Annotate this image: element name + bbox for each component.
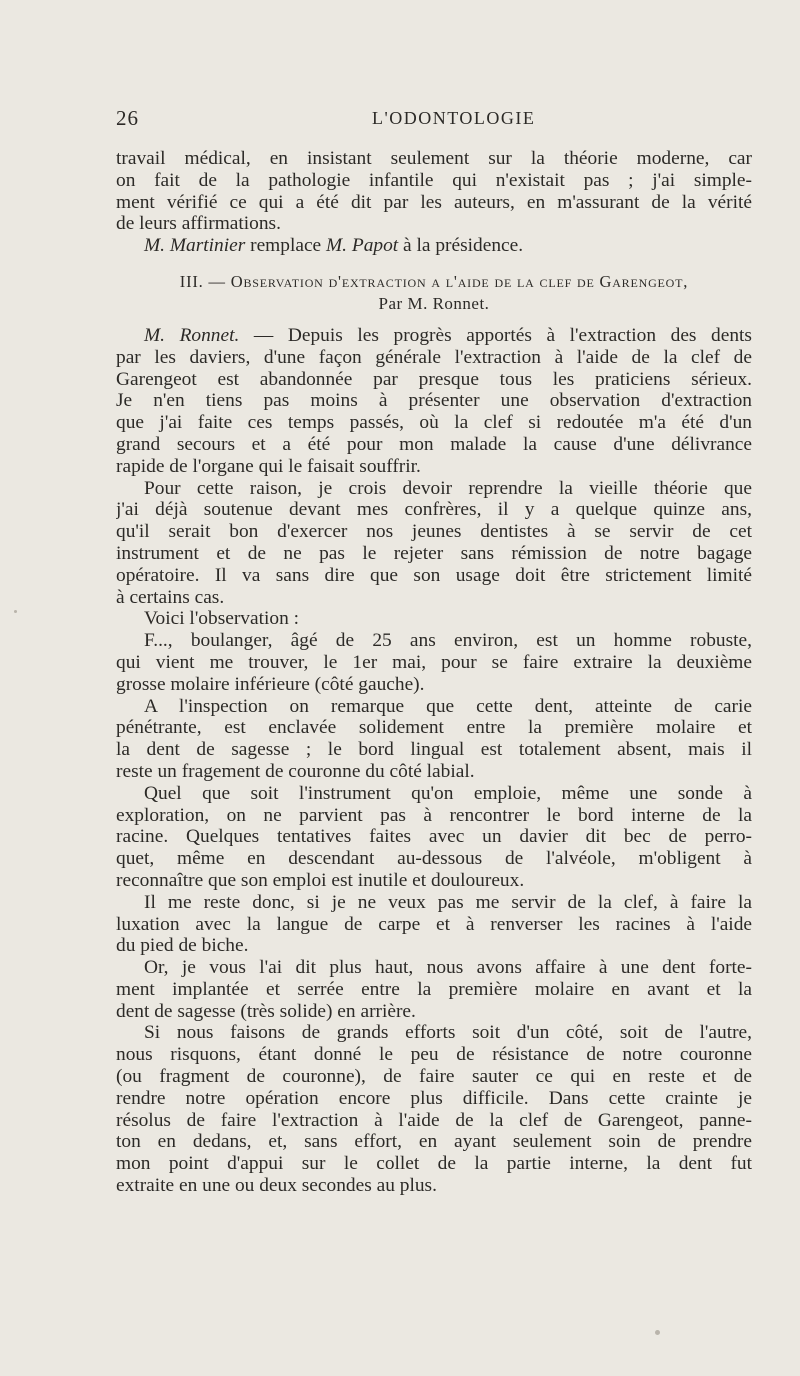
text-line: Garengeot est abandonnée par presque tous les praticiens sérieux. — [116, 368, 752, 390]
section-number: III. — [179, 271, 204, 291]
speaker-name: M. Ronnet. — [144, 324, 240, 346]
text-line: racine. Quelques tentatives faites avec un davier dit bec de perro- — [116, 826, 752, 848]
text-line: travail médical, en insistant seulement sur la théorie moderne, car — [116, 148, 752, 169]
text-line: on fait de la pathologie infantile qui n'existait pas ; j'ai simple- — [116, 169, 752, 191]
person-name: M. Papot — [326, 235, 399, 257]
paragraph — [116, 696, 752, 783]
text-line: luxation avec la langue de carpe et à renverser les racines à l'aide — [116, 913, 752, 935]
text-line: que j'ai faite ces temps passés, où la clef si redoutée m'a été d'un — [116, 412, 752, 434]
text-line: quet, même en descendant au-dessous de l'alvéole, m'obligent à — [116, 848, 752, 870]
text-line: Voici l'observation : — [144, 608, 300, 630]
paragraph — [116, 478, 752, 609]
text-line: exploration, on ne parvient pas à rencontrer le bord interne de la — [116, 804, 752, 826]
section-heading — [116, 271, 752, 293]
text-line: résolus de faire l'extraction à l'aide de la clef de Garengeot, panne- — [116, 1109, 752, 1131]
section-title: — Observation d'extraction a l'aide de la clef de Garengeot, — [208, 271, 689, 291]
text-line: Je n'en tiens pas moins à présenter une observation d'extraction — [116, 390, 752, 412]
page-header — [0, 106, 800, 136]
chair-change-line: M. Martinier remplace M. Papot à la présidence. — [144, 235, 524, 257]
text-line: par les daviers, d'une façon générale l'extraction à l'aide de la clef de — [116, 346, 752, 368]
page-number: 26 — [116, 106, 139, 130]
paragraph — [116, 630, 752, 695]
text-line: grand secours et a été pour mon malade la cause d'une délivrance — [116, 433, 752, 455]
text-line: ment vérifié ce qui a été dit par les auteurs, en m'assurant de la vérité — [116, 191, 752, 213]
text-line: mon point d'appui sur le collet de la partie interne, la dent fut — [116, 1153, 752, 1175]
text-line: grosse molaire inférieure (côté gauche). — [116, 673, 425, 695]
paragraph — [116, 608, 752, 630]
text-line: Or, je vous l'ai dit plus haut, nous avons affaire à une dent forte- — [144, 957, 752, 979]
text-line: extraite en une ou deux secondes au plus. — [116, 1175, 437, 1197]
text-line: reconnaître que son emploi est inutile et douloureux. — [116, 869, 525, 891]
text-line: M. Ronnet. — Depuis les progrès apportés à l'extraction des dents — [144, 324, 752, 346]
text-line: Pour cette raison, je crois devoir reprendre la vieille théorie que — [144, 477, 752, 499]
paper-speck — [655, 1330, 660, 1335]
paragraph — [116, 148, 752, 235]
paragraph — [116, 1022, 752, 1196]
text-line: A l'inspection on remarque que cette dent, atteinte de carie — [144, 695, 752, 717]
text-line: opératoire. Il va sans dire que son usage doit être strictement limité — [116, 564, 752, 586]
text-line: de leurs affirmations. — [116, 213, 281, 235]
text-line: la dent de sagesse ; le bord lingual est totalement absent, mais il — [116, 739, 752, 761]
text-line: ton en dedans, et, sans effort, en ayant seulement soin de prendre — [116, 1131, 752, 1153]
text-line: du pied de biche. — [116, 935, 249, 957]
paragraph — [116, 325, 752, 478]
text-line: instrument et de ne pas le rejeter sans rémission de notre bagage — [116, 542, 752, 564]
section-author: Par M. Ronnet. — [378, 293, 490, 313]
text-line: pénétrante, est enclavée solidement entre la première molaire et — [116, 717, 752, 739]
text-line: rapide de l'organe qui le faisait souffrir. — [116, 455, 421, 477]
text-line: qui vient me trouver, le 1er mai, pour se faire extraire la deuxième — [116, 651, 752, 673]
page-body — [116, 148, 752, 1197]
text-line: à certains cas. — [116, 586, 225, 608]
person-name: M. Martinier — [144, 235, 246, 257]
text-line: F..., boulanger, âgé de 25 ans environ, est un homme robuste, — [144, 630, 752, 652]
paper-speck — [14, 610, 17, 613]
text-line: Il me reste donc, si je ne veux pas me servir de la clef, à faire la — [144, 891, 752, 913]
text-line: Quel que soit l'instrument qu'on emploie, même une sonde à — [144, 782, 752, 804]
running-title: L'ODONTOLOGIE — [372, 108, 536, 128]
text-line: Si nous faisons de grands efforts soit d'un côté, soit de l'autre, — [144, 1022, 752, 1044]
text-line: rendre notre opération encore plus difficile. Dans cette crainte je — [116, 1087, 752, 1109]
text-line: dent de sagesse (très solide) en arrière. — [116, 1000, 416, 1022]
text-line: qu'il serait bon d'exercer nos jeunes dentistes à se servir de cet — [116, 521, 752, 543]
paragraph — [116, 957, 752, 1022]
text-line: nous risquons, étant donné le peu de résistance de notre couronne — [116, 1044, 752, 1066]
text-line: (ou fragment de couronne), de faire sauter ce qui en reste et de — [116, 1066, 752, 1088]
paragraph — [116, 892, 752, 957]
text-line: reste un fragement de couronne du côté labial. — [116, 760, 475, 782]
text-line: j'ai déjà soutenue devant mes confrères, il y a quelque quinze ans, — [116, 499, 752, 521]
text-line: ment implantée et serrée entre la première molaire en avant et la — [116, 978, 752, 1000]
paragraph — [116, 783, 752, 892]
